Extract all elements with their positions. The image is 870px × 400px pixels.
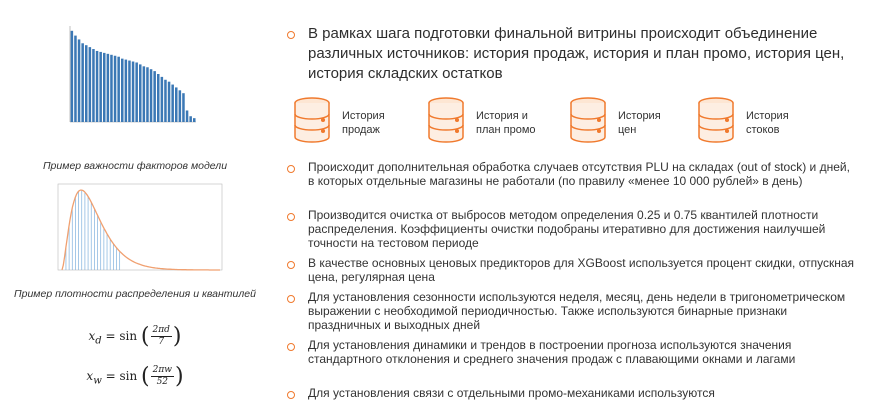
importance-bar	[103, 53, 106, 122]
list-item: Производится очистка от выбросов методом определения 0.25 и 0.75 квантилей плотности распределения. Коэффициенты очистки подобраны итеративно для достижения наилучшей точности на тестовом периоде	[308, 208, 826, 250]
database-icon	[292, 96, 332, 144]
source-label: История и план промо	[476, 110, 536, 136]
list-item: Для установления динамики и трендов в построении прогноза используются значения стандартного отклонения и среднего значения продаж с плавающими окнами и лагами	[308, 338, 796, 366]
right-panel	[280, 0, 870, 400]
importance-bar	[107, 54, 110, 122]
database-icon	[426, 96, 466, 144]
bullet-icon	[287, 391, 295, 399]
database-icon	[568, 96, 608, 144]
importance-bar	[189, 116, 192, 122]
importance-bar	[175, 87, 178, 122]
importance-caption: Пример важности факторов модели	[42, 160, 228, 172]
data-sources	[292, 96, 852, 146]
bullet-icon	[287, 165, 295, 173]
importance-bar	[74, 36, 77, 122]
importance-bar	[164, 80, 167, 122]
formula-day: $x_d = \sin$ ( $\frac{2\pi d}{7}$ )	[88, 324, 182, 349]
list-item: В качестве основных ценовых предикторов для XGBoost используется процент скидки, отпускная цена, регулярная цена	[308, 256, 855, 284]
plot-frame	[58, 184, 222, 270]
bullet-icon	[287, 343, 295, 351]
importance-bar	[168, 82, 171, 122]
importance-bar	[71, 31, 74, 122]
importance-bar	[110, 55, 113, 122]
importance-bar	[186, 110, 189, 122]
importance-bar	[146, 67, 149, 122]
bullet-icon	[287, 31, 295, 39]
importance-bar	[193, 118, 196, 122]
intro-text: В рамках шага подготовки финальной витрины происходит объединение различных источников: история продаж, история и план промо, история цен, история складских остатков	[308, 25, 845, 82]
list-item: Происходит дополнительная обработка случаев отсутствия PLU на складах (out of stock) и дней, в которых отдельные магазины не работали (по правилу «менее 10 000 рублей» в день)	[308, 160, 850, 188]
importance-bar	[85, 45, 88, 122]
importance-bar	[161, 77, 164, 122]
importance-bar	[157, 74, 160, 122]
importance-bar	[182, 93, 185, 122]
feature-importance-chart	[56, 18, 206, 138]
importance-bar	[143, 66, 146, 122]
database-icon	[696, 96, 736, 144]
bullet-icon	[287, 261, 295, 269]
bullet-icon	[287, 295, 295, 303]
importance-bar	[139, 64, 142, 122]
density-curve	[62, 190, 220, 270]
importance-bar	[117, 57, 120, 122]
importance-bar	[153, 71, 156, 122]
formula-week: $x_w = \sin$ ( $\frac{2\pi w}{52}$ )	[86, 364, 184, 389]
importance-bar	[96, 51, 99, 122]
importance-bar	[89, 47, 92, 122]
importance-bar	[81, 43, 84, 122]
source-label: История продаж	[342, 110, 385, 136]
list-item: Для установления связи с отдельными промо-механиками используются	[308, 386, 715, 400]
importance-bar	[114, 56, 117, 122]
bullet-icon	[287, 213, 295, 221]
list-item: Для установления сезонности используются неделя, месяц, день недели в тригонометрическом выражении с необходимой периодичностью. Также используются бинарные признаки праздничных и выходных дней	[308, 290, 846, 332]
density-chart	[44, 176, 226, 280]
importance-bar	[179, 90, 182, 122]
importance-bar	[171, 85, 174, 122]
importance-bar	[135, 62, 138, 122]
importance-bar	[121, 59, 124, 122]
importance-bar	[99, 52, 102, 122]
importance-bar	[125, 60, 128, 122]
left-panel	[0, 0, 270, 400]
source-label: История цен	[618, 110, 661, 136]
importance-bar	[78, 39, 81, 122]
importance-bar	[128, 61, 131, 122]
density-caption: Пример плотности распределения и квантилей	[14, 288, 256, 300]
source-label: История стоков	[746, 110, 789, 136]
importance-bar	[132, 62, 135, 122]
importance-bar	[92, 49, 95, 122]
importance-bar	[150, 69, 153, 122]
